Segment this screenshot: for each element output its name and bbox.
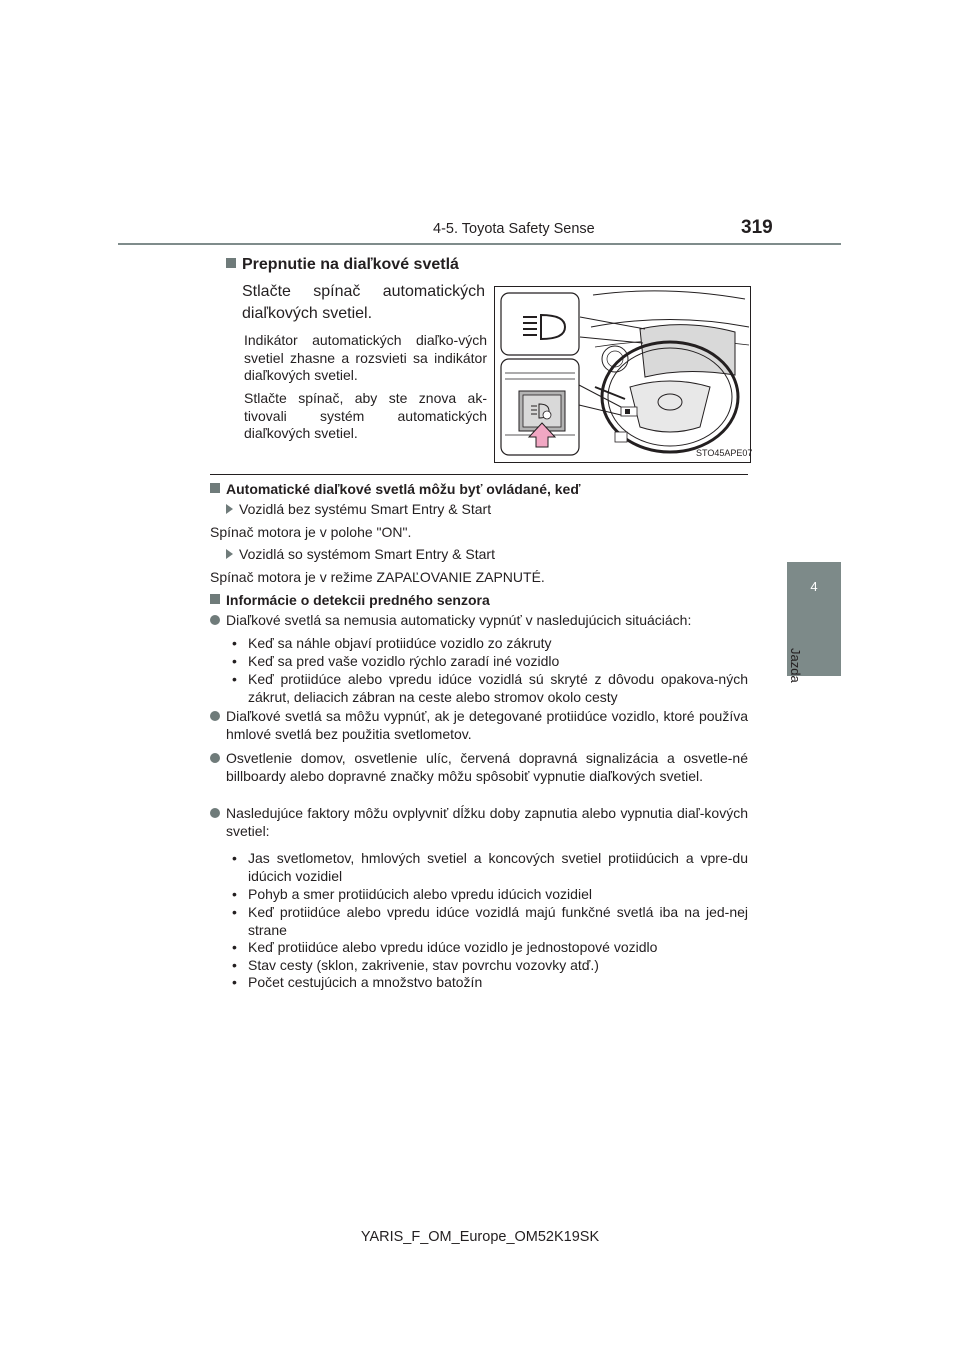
section-heading: [226, 256, 459, 274]
note-2: Stlačte spínač, aby ste znova ak-tivovali systém automatických diaľkových svetiel.: [244, 390, 487, 441]
case-2-text: Vozidlá so systémom Smart Entry & Start: [239, 546, 495, 562]
chapter-number: 4: [810, 579, 818, 594]
block2-heading: [210, 592, 490, 608]
case-2: [226, 546, 495, 562]
round-bullet-icon: [210, 615, 220, 625]
steering-wheel-drawing: [495, 287, 753, 462]
bullet-1-sublist: • Keď sa náhle objaví protiidúce vozidlo zo zákruty • Keď sa pred vaše vozidlo rýchlo zaradí iné vozidlo • Keď protiidúce alebo vpredu idúce vozidlá sú skryté z dôvodu opakova-ných zákrut, deliacich zábran na ceste alebo stromov okolo cesty: [232, 635, 748, 705]
block2-heading-text: Informácie o detekcii predného senzora: [226, 592, 490, 608]
dashboard-illustration: [494, 286, 751, 463]
square-bullet-icon: [226, 258, 236, 268]
block1-heading-text: Automatické diaľkové svetlá môžu byť ovládané, keď: [226, 481, 581, 497]
bullet-4: [210, 805, 748, 845]
section-divider: [210, 474, 748, 475]
figure-code: STO45APE07: [696, 448, 753, 458]
square-bullet-icon: [210, 483, 220, 493]
round-bullet-icon: [210, 808, 220, 818]
case-1-result: Spínač motora je v polohe "ON".: [210, 524, 412, 540]
bullet-4-sublist: • Jas svetlometov, hmlových svetiel a koncových svetiel protiidúcich a vpre-du idúcich vozidiel • Pohyb a smer protiidúcich alebo vpredu idúcich vozidiel • Keď protiidúce alebo vpredu idúce vozidlá majú funkčné svetlá iba na jed-nej strane • Keď protiidúce alebo vpredu idúce vozidlo je jednostopové vozidlo • Stav cesty (sklon, zakrivenie, stav povrchu vozovky atď.) • Počet cestujúcich a množstvo batožín: [232, 850, 748, 990]
bullet-3-text: Osvetlenie domov, osvetlenie ulíc, červená dopravná signalizácia a osvetle-né billboardy alebo dopravné značky môžu spôsobiť vypnutie diaľkových svetiel.: [226, 750, 748, 784]
round-bullet-icon: [210, 711, 220, 721]
case-1: [226, 501, 491, 517]
bullet-2: [210, 708, 748, 748]
section-heading-text: Prepnutie na diaľkové svetlá: [242, 256, 459, 273]
case-2-result: Spínač motora je v režime ZAPAĽOVANIE ZAPNUTÉ.: [210, 569, 545, 585]
note-1: Indikátor automatických diaľko-vých svetiel zhasne a rozsvieti sa indikátor diaľkových svetiel.: [244, 332, 487, 383]
section-title: 4-5. Toyota Safety Sense: [433, 221, 595, 237]
header-rule: [118, 243, 841, 245]
bullet-2-text: Diaľkové svetlá sa môžu vypnúť, ak je detegované protiidúce vozidlo, ktoré používa hmlové svetlá bez použitia svetlometov.: [226, 708, 748, 742]
square-bullet-icon: [210, 594, 220, 604]
instruction-text: Stlačte spínač automatických diaľkových svetiel.: [242, 283, 485, 322]
round-bullet-icon: [210, 753, 220, 763]
triangle-bullet-icon: [226, 549, 233, 559]
case-1-text: Vozidlá bez systému Smart Entry & Start: [239, 501, 492, 517]
triangle-bullet-icon: [226, 504, 233, 514]
bullet-3: [210, 750, 748, 806]
bullet-4-text: Nasledujúce faktory môžu ovplyvniť dĺžku doby zapnutia alebo vypnutia diaľ-kových svetiel:: [226, 805, 748, 839]
chapter-label: Jazda: [788, 648, 803, 683]
bullet-1: [210, 612, 748, 632]
page-number: 319: [741, 217, 773, 238]
block1-heading: [210, 481, 580, 497]
bullet-1-text: Diaľkové svetlá sa nemusia automaticky vypnúť v nasledujúcich situáciách:: [226, 612, 692, 628]
document-footer: YARIS_F_OM_Europe_OM52K19SK: [360, 1229, 600, 1245]
